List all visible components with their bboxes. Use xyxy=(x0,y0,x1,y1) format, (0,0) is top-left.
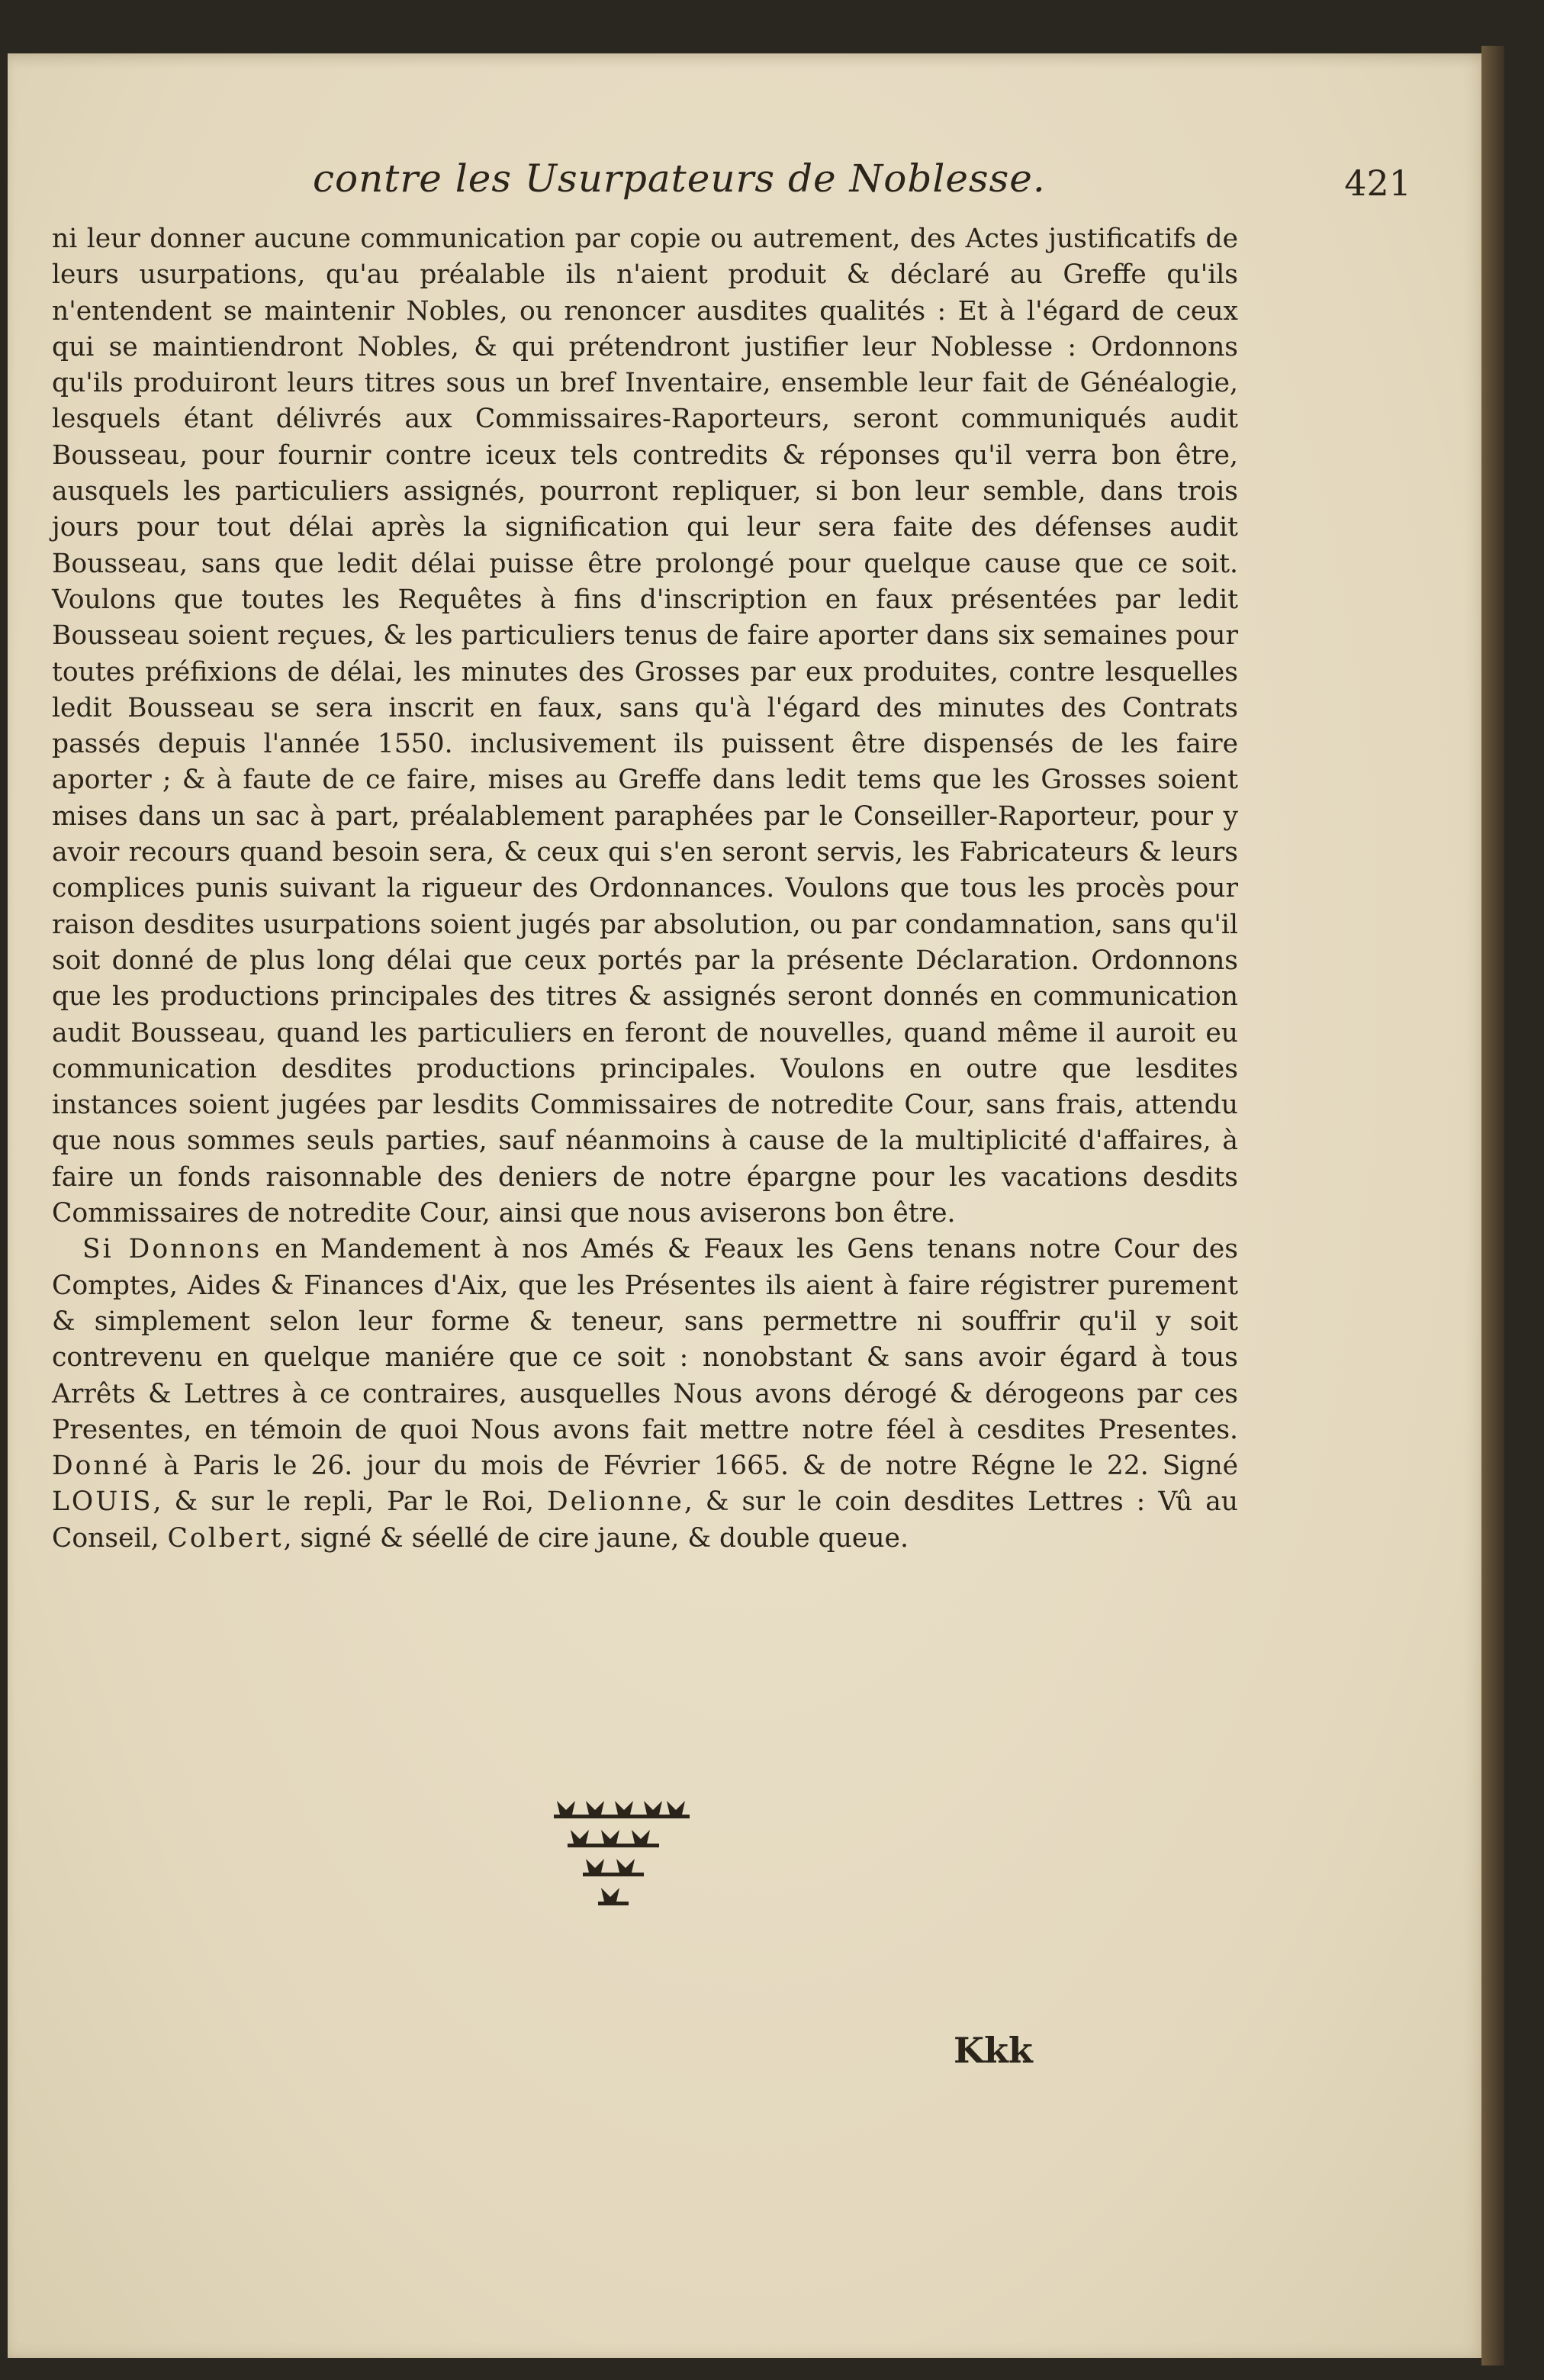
secretary-name: Delionne xyxy=(547,1486,684,1518)
paragraph-2-text: en Mandement à nos Amés & Feaux les Gens tenans notre Cour des Comptes, Aides & Finances d'Aix, que les Présentes ils aient à faire régistrer purement & simplement selon leur forme & teneur, sans permettre ni souffrir qu'il y soit contrevenu en quelque maniére que ce soit : nonobstant & sans avoir égard à tous Arrêts & Lettres à ce contraires, ausquelles Nous avons dérogé & dérogeons par ces Presentes, en témoin de quoi Nous avons fait mettre notre féel à cesdites Presentes. xyxy=(52,1234,1238,1445)
colbert-name: Colbert xyxy=(167,1522,284,1554)
ornament-row-1 xyxy=(554,1801,690,1818)
book-spine xyxy=(1481,46,1504,2366)
given-label: Donné xyxy=(52,1451,150,1482)
ornament-row-3 xyxy=(583,1859,644,1876)
given-text: à Paris le 26. jour du mois de Février 1665. & de notre Régne le 22. Signé xyxy=(163,1451,1239,1482)
signature-mark: Kkk xyxy=(954,2030,1033,2071)
closing-text: , signé & séellé de cire jaune, & double queue. xyxy=(283,1522,909,1554)
ornament-row-4 xyxy=(598,1888,629,1905)
repli-text: , & sur le repli, Par le Roi, xyxy=(153,1486,535,1518)
conseil-text: , & sur le coin desdites Lettres : Vû au Conseil, xyxy=(52,1486,1238,1554)
paragraph-1: ni leur donner aucune communication par copie ou autrement, des Actes justificatifs de leurs usurpations, qu'au préalable ils n'aient produit & déclaré au Greffe qu'ils n'entendent se maintenir Nobles, ou renoncer ausdites qualités : Et à l'égard de ceux qui se maintiendront Nobles, & qui prétendront justifier leur Noblesse : Ordonnons qu'ils produiront leurs titres sous un bref Inventaire, ensemble leur fait de Généalogie, lesquels étant délivrés aux Commissaires-Raporteurs, seront communiqués audit Bousseau, pour fournir contre iceux tels contredits & réponses qu'il verra bon être, ausquels les particuliers assignés, pourront repliquer, si bon leur semble, dans trois jours pour tout délai après la signification qui leur sera faite des défenses audit Bousseau, sans que ledit délai puisse être prolongé pour quelque cause que ce soit. Voulons que toutes les Requêtes à fins d'inscription en faux présentées par ledit Bousseau soient reçues, & les particuliers tenus de faire aporter dans six semaines pour toutes préfixions de délai, les minutes des Grosses par eux produites, contre lesquelles ledit Bousseau se sera inscrit en faux, sans qu'à l'égard des minutes des Contrats passés depuis l'année 1550. inclusivement ils puissent être dispensés de les faire aporter ; & à faute de ce faire, mises au Greffe dans ledit tems que les Grosses soient mises dans un sac à part, préalablement paraphées par le Conseiller-Raporteur, pour y avoir recours quand besoin sera, & ceux qui s'en seront servis, les Fabricateurs & leurs complices punis suivant la rigueur des Ordonnances. Voulons que tous les procès pour raison desdites usurpations soient jugés par absolution, ou par condamnation, sans qu'il soit donné de plus long délai que ceux portés par la présente Déclaration. Ordonnons que les productions principales des titres & assignés seront donnés en communication audit Bousseau, quand les particuliers en feront de nouvelles, quand même il auroit eu communication desdites productions principales. Voulons en outre que lesdites instances soient jugées par lesdits Commissaires de notredite Cour, sans frais, attendu que nous sommes seuls parties, sauf néanmoins à cause de la multiplicité d'affaires, à faire un fonds raisonnable des deniers de notre épargne pour les vacations desdits Commissaires de notredite Cour, ainsi que nous aviserons bon être. xyxy=(52,224,1238,1229)
page-header xyxy=(290,156,1411,217)
ornament-row-2 xyxy=(568,1830,659,1847)
running-title: contre les Usurpateurs de Noblesse. xyxy=(313,156,1046,201)
paragraph-2-lead: Si Donnons xyxy=(82,1234,262,1265)
paragraph-2 xyxy=(52,1232,1238,1557)
printers-ornament xyxy=(549,1793,694,1923)
body-text xyxy=(52,221,1238,1557)
page-number: 421 xyxy=(1344,163,1411,204)
king-name: LOUIS xyxy=(52,1486,153,1518)
